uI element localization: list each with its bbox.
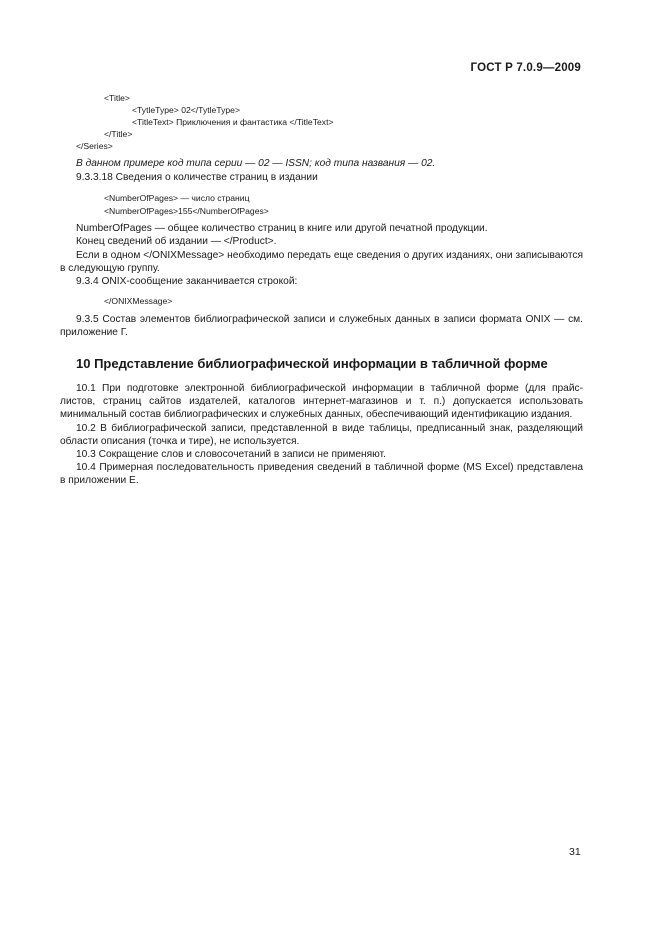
number-of-pages-description: NumberOfPages — общее количество страниц в книге или другой печатной продукции. bbox=[76, 223, 488, 234]
code-line-tytletype: <TytleType> 02</TytleType> bbox=[132, 105, 240, 115]
page-number: 31 bbox=[569, 846, 581, 858]
paragraph-10-3: 10.3 Сокращение слов и словосочетаний в записи не применяют. bbox=[76, 449, 386, 461]
paragraph-text: 9.3.5 Состав элементов библиографической записи и служебных данных в записи формата ONIX — см. приложение Г. bbox=[60, 314, 583, 339]
section-10-heading: 10 Представление библиографической информации в табличной форме bbox=[76, 356, 548, 371]
paragraph-text: Если в одном </ONIXMessage> необходимо передать еще сведения о других изданиях, они записываются в следующую группу. bbox=[60, 250, 583, 275]
standard-designation: ГОСТ Р 7.0.9—2009 bbox=[470, 62, 581, 74]
section-9-3-4: 9.3.4 ONIX-сообщение заканчивается строкой: bbox=[76, 276, 298, 287]
paragraph-10-4: 10.4 Примерная последовательность приведения сведений в табличной форме (MS Excel) представлена в приложении Е. bbox=[60, 462, 583, 487]
code-line-onixmessage-close: </ONIXMessage> bbox=[104, 296, 173, 306]
paragraph-10-1: 10.1 При подготовке электронной библиографической информации в табличной форме (для прайс-листов, страниц сайтов издателей, каталогов интернет-магазинов и т. п.) допускается использовать минимальный состав библиографических и служебных данных, обеспечивающий идентификацию издания. bbox=[60, 383, 583, 421]
code-line-title-open: <Title> bbox=[104, 93, 130, 103]
paragraph-10-2: 10.2 В библиографической записи, представленной в виде таблицы, предписанный знак, разделяющий области описания (точка и тире), не используется. bbox=[60, 422, 583, 447]
end-of-product-text: Конец сведений об издании — </Product>. bbox=[76, 236, 277, 247]
onix-message-paragraph bbox=[60, 249, 583, 275]
code-line-numberofpages-desc: <NumberOfPages> — число страниц bbox=[104, 193, 250, 203]
code-line-numberofpages-value: <NumberOfPages>155</NumberOfPages> bbox=[104, 206, 269, 216]
code-line-title-close: </Title> bbox=[104, 129, 133, 139]
section-9-3-5-paragraph bbox=[60, 313, 583, 339]
section-9-3-3-18: 9.3.3.18 Сведения о количестве страниц в издании bbox=[76, 172, 318, 183]
example-note: В данном примере код типа серии — 02 — ISSN; код типа названия — 02. bbox=[76, 158, 436, 169]
section-10-body bbox=[60, 382, 583, 488]
code-line-titletext: <TitleText> Приключения и фантастика </TitleText> bbox=[132, 117, 334, 127]
code-line-series-close: </Series> bbox=[76, 141, 113, 151]
